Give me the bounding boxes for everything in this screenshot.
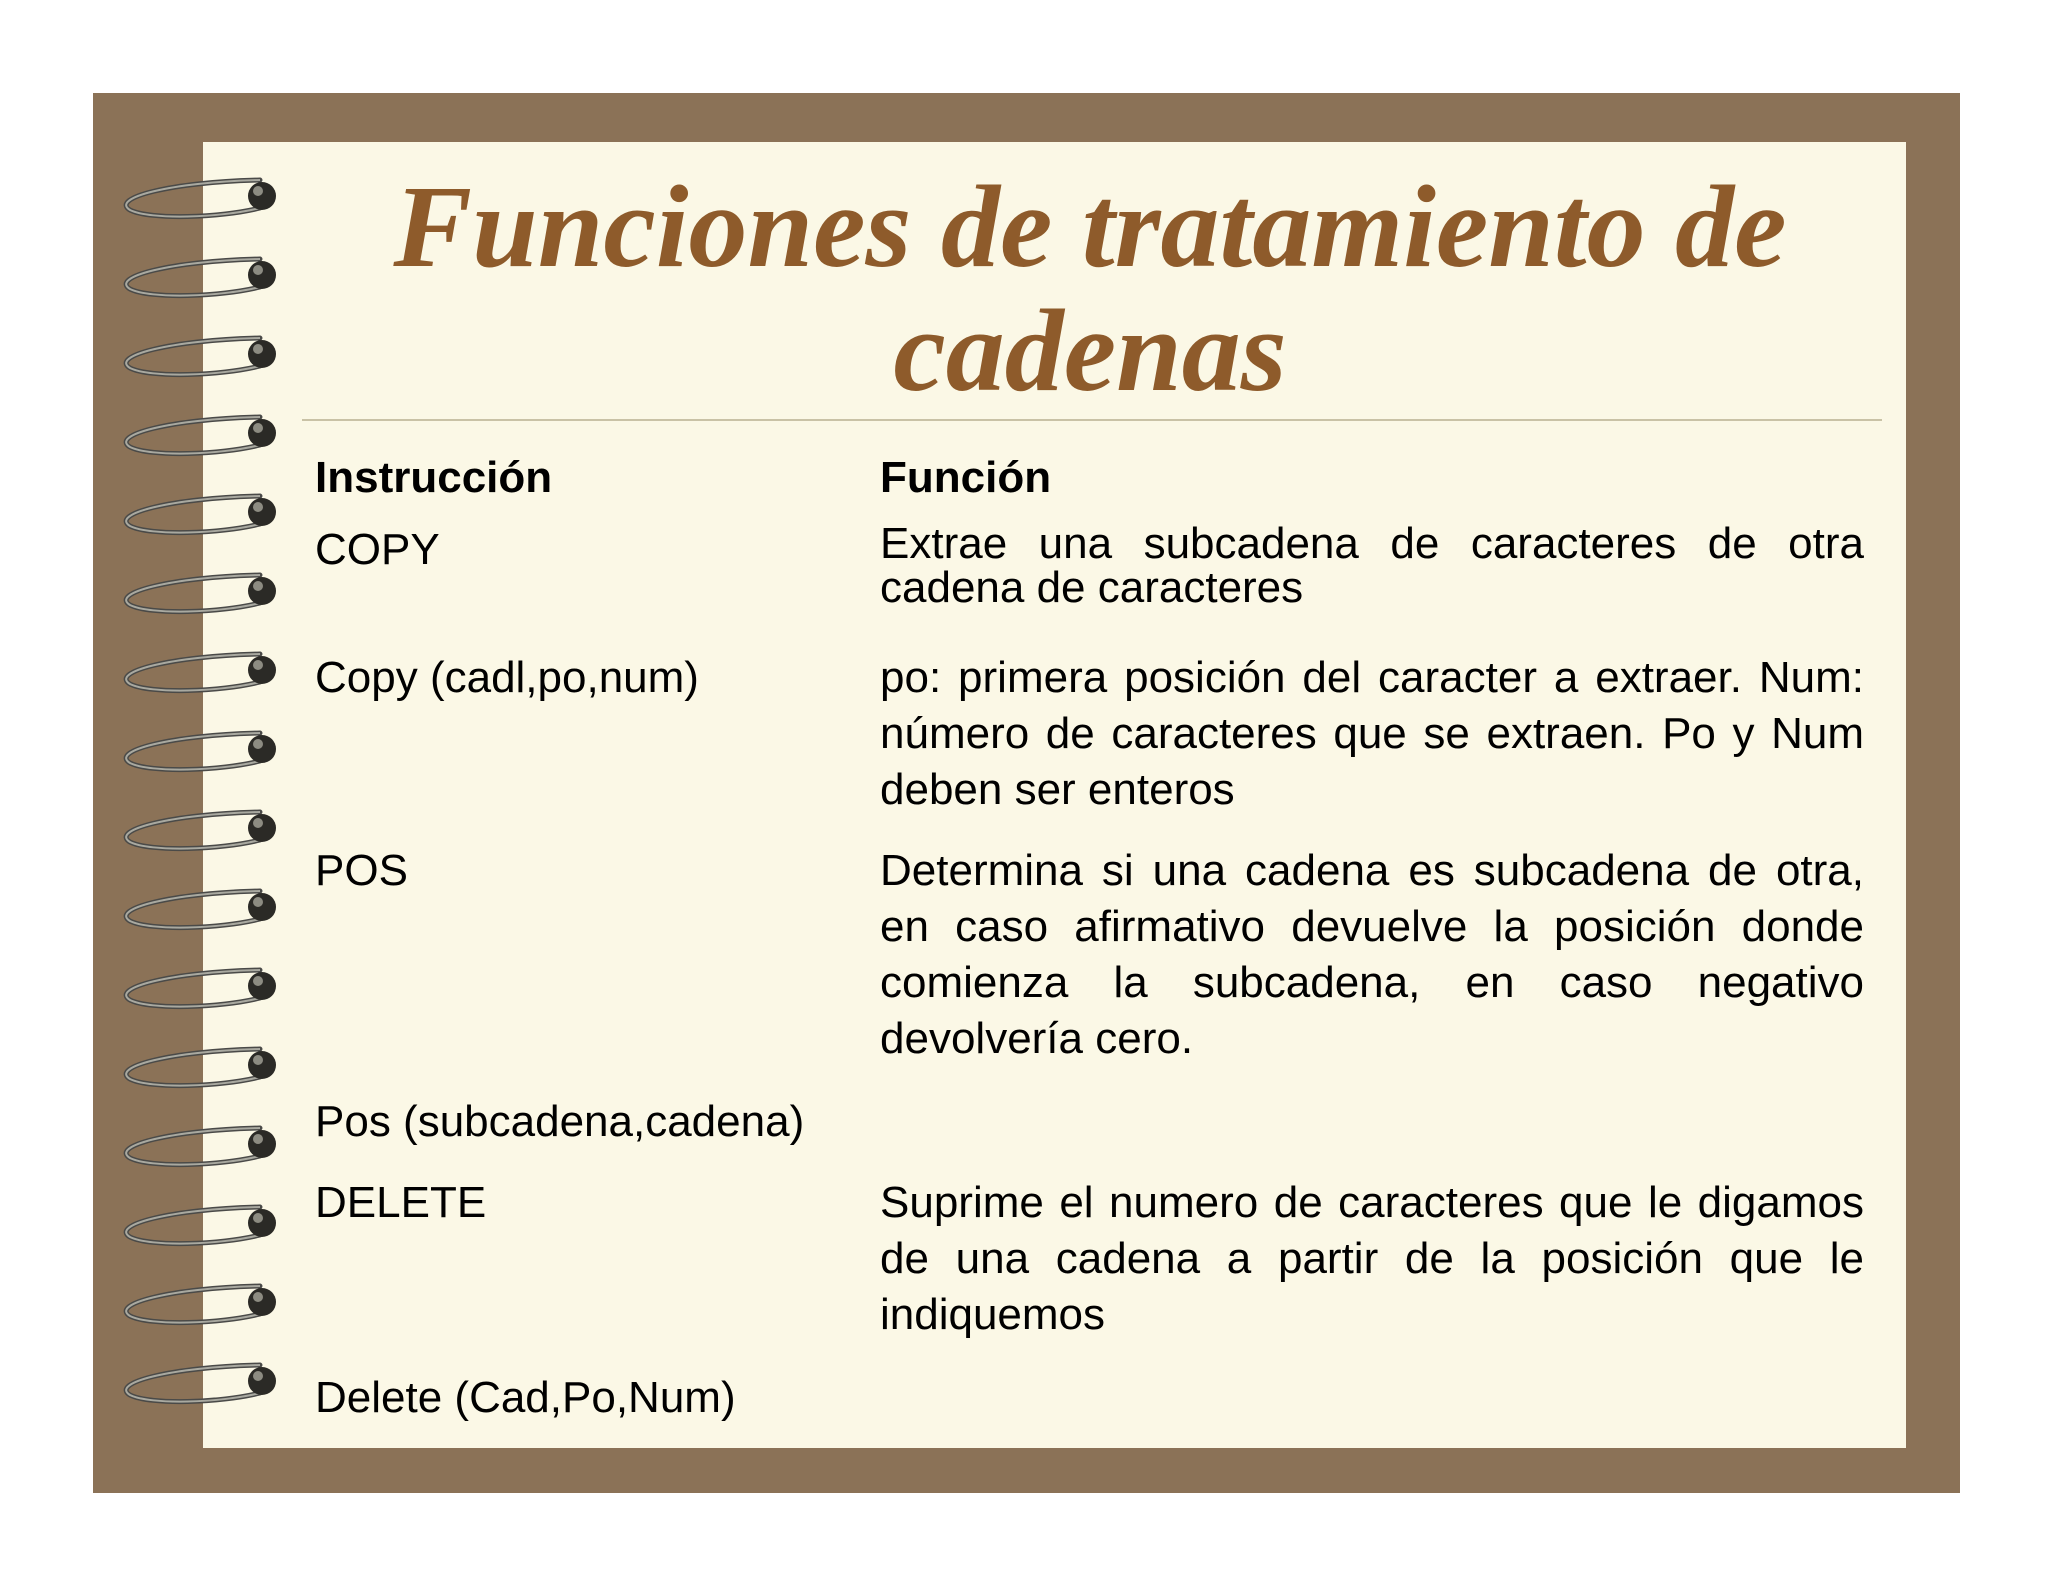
binding-ring: [126, 812, 276, 849]
row-instruction: COPY: [315, 525, 440, 574]
binding-ring: [126, 1207, 276, 1244]
binding-ring: [126, 1286, 276, 1323]
binding-ring: [126, 733, 276, 770]
binding-ring: [126, 417, 276, 454]
row-instruction: Delete (Cad,Po,Num): [315, 1373, 736, 1422]
row-function: Extrae una subcadena de caracteres de otra cadena de caracteres: [880, 519, 1864, 612]
binding-ring: [126, 654, 276, 691]
binding-ring: [126, 338, 276, 375]
title-line-1: Funciones de tratamiento de: [393, 161, 1787, 292]
row-instruction: Copy (cadl,po,num): [315, 653, 699, 702]
binding-ring: [126, 259, 276, 296]
title-line-2: cadenas: [893, 285, 1287, 416]
row-function: Suprime el numero de caracteres que le digamos de una cadena a partir de la posición que le indiquemos: [880, 1178, 1864, 1339]
row-function: Determina si una cadena es subcadena de otra, en caso afirmativo devuelve la posición donde comienza la subcadena, en caso negativo devolvería cero.: [880, 846, 1864, 1063]
binding-ring: [126, 891, 276, 928]
header-instruction: Instrucción: [315, 453, 553, 502]
spiral-binding: [110, 160, 290, 1440]
row-instruction: DELETE: [315, 1178, 487, 1227]
header-function: Función: [880, 453, 1052, 502]
binding-ring: [126, 575, 276, 612]
row-instruction: Pos (subcadena,cadena): [315, 1097, 805, 1146]
row-instruction: POS: [315, 846, 408, 895]
binding-ring: [126, 1365, 276, 1402]
row-function: po: primera posición del caracter a extraer. Num: número de caracteres que se extraen. Po y Num deben ser enteros: [880, 653, 1864, 814]
binding-ring: [126, 180, 276, 217]
binding-ring: [126, 970, 276, 1007]
binding-ring: [126, 496, 276, 533]
page-title: [300, 161, 1880, 416]
binding-ring: [126, 1128, 276, 1165]
title-divider: [302, 419, 1882, 421]
binding-ring: [126, 1049, 276, 1086]
